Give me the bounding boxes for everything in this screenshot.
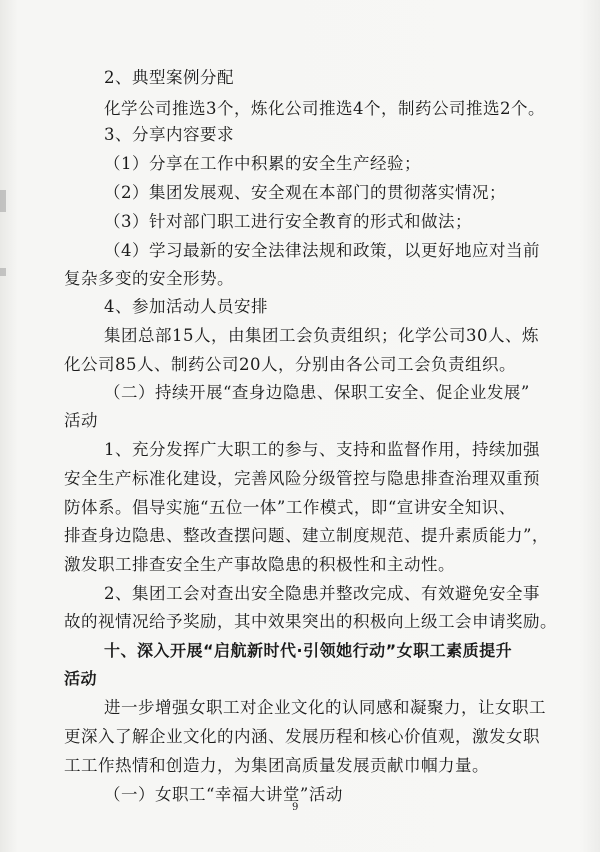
section-heading: （二）持续开展“查身边隐患、保职工安全、促企业发展” xyxy=(104,383,530,402)
list-item: （4）学习最新的安全法律法规和政策，以更好地应对当前 xyxy=(104,241,540,260)
paragraph-line: 化公司85人、制药公司20人，分别由各公司工会负责组织。 xyxy=(64,355,516,374)
list-item: （2）集团发展观、安全观在本部门的贯彻落实情况； xyxy=(104,183,506,202)
scan-edge-mark xyxy=(0,268,6,276)
paragraph-line: 集团总部15人，由集团工会负责组织；化学公司30人、炼 xyxy=(104,326,539,345)
paragraph-line: 排查身边隐患、整改查摆问题、建立制度规范、提升素质能力”， xyxy=(64,526,549,545)
list-item: （1）分享在工作中积累的安全生产经验； xyxy=(104,154,421,173)
paragraph-line: 工工作热情和创造力，为集团高质量发展贡献巾帼力量。 xyxy=(64,756,489,775)
list-item-heading: 4、参加活动人员安排 xyxy=(104,297,268,316)
paragraph-line: 防体系。倡导实施“五位一体”工作模式，即“宣讲安全知识、 xyxy=(64,498,516,517)
scan-edge-mark xyxy=(0,190,6,212)
paragraph-line: 1、充分发挥广大职工的参与、支持和监督作用，持续加强 xyxy=(104,440,540,459)
section-heading: （一）女职工“幸福大讲堂”活动 xyxy=(104,785,343,804)
paragraph-line: 2、集团工会对查出安全隐患并整改完成、有效避免安全事 xyxy=(104,584,540,603)
list-item-heading: 3、分享内容要求 xyxy=(104,125,234,144)
chapter-heading: 活动 xyxy=(64,669,98,688)
paragraph-line: 进一步增强女职工对企业文化的认同感和凝聚力，让女职工 xyxy=(104,698,546,717)
paragraph-line: 化学公司推选3个，炼化公司推选4个，制药公司推选2个。 xyxy=(104,99,545,118)
list-item: （3）针对部门职工进行安全教育的形式和做法； xyxy=(104,212,472,231)
chapter-heading: 十、深入开展“启航新时代·引领她行动”女职工素质提升 xyxy=(104,641,513,660)
paragraph-line: 更深入了解企业文化的内涵、发展历程和核心价值观，激发女职 xyxy=(64,727,540,746)
list-item-heading: 2、典型案例分配 xyxy=(104,68,234,87)
section-heading: 活动 xyxy=(64,411,98,430)
paragraph-line: 故的视情况给予奖励，其中效果突出的积极向上级工会申请奖励。 xyxy=(64,612,557,631)
paragraph-line: 激发职工排查安全生产事故隐患的积极性和主动性。 xyxy=(64,555,455,574)
paragraph-line: 复杂多变的安全形势。 xyxy=(64,269,234,288)
paragraph-line: 安全生产标准化建设，完善风险分级管控与隐患排查治理双重预 xyxy=(64,469,540,488)
page-number: 9 xyxy=(292,802,299,813)
